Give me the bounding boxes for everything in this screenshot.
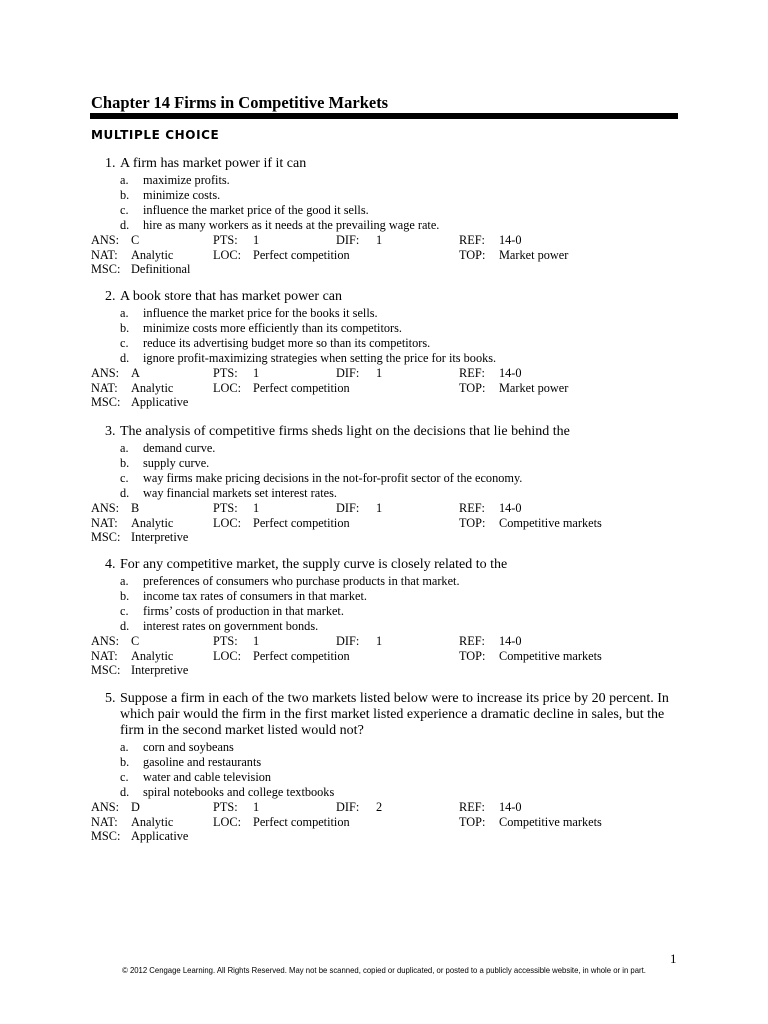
question-number: 5. bbox=[105, 691, 116, 706]
ref-label: REF: bbox=[459, 634, 485, 648]
option-letter: b. bbox=[120, 188, 130, 202]
question-number: 2. bbox=[105, 289, 116, 304]
metadata-row bbox=[91, 800, 678, 815]
top-label: TOP: bbox=[459, 247, 486, 262]
answer-option bbox=[91, 336, 678, 351]
question-item bbox=[91, 691, 678, 844]
pts-label: PTS: bbox=[213, 634, 238, 648]
section-heading: MULTIPLE CHOICE bbox=[91, 128, 220, 142]
question-number: 4. bbox=[105, 557, 116, 572]
option-letter: a. bbox=[120, 306, 129, 320]
question-text: A firm has market power if it can bbox=[120, 156, 307, 171]
msc-label: MSC: bbox=[91, 663, 121, 678]
msc-value: Interpretive bbox=[131, 530, 189, 545]
question-text: A book store that has market power can bbox=[120, 289, 342, 304]
answer-option bbox=[91, 441, 678, 456]
msc-label: MSC: bbox=[91, 395, 121, 410]
pts-label: PTS: bbox=[213, 800, 238, 814]
dif-label: DIF: bbox=[336, 501, 360, 515]
option-letter: d. bbox=[120, 351, 130, 365]
pts-label: PTS: bbox=[213, 366, 238, 380]
dif-value: 1 bbox=[376, 634, 383, 648]
question-stem bbox=[91, 289, 678, 305]
option-text: spiral notebooks and college textbooks bbox=[143, 785, 335, 799]
loc-value: Perfect competition bbox=[253, 648, 350, 663]
answer-option bbox=[91, 306, 678, 321]
option-letter: b. bbox=[120, 321, 130, 335]
loc-label: LOC: bbox=[213, 515, 242, 530]
dif-value: 1 bbox=[376, 233, 383, 247]
nat-label: NAT: bbox=[91, 515, 118, 530]
answer-option bbox=[91, 188, 678, 203]
option-text: income tax rates of consumers in that market. bbox=[143, 589, 368, 603]
msc-value: Definitional bbox=[131, 262, 191, 277]
top-value: Competitive markets bbox=[499, 515, 602, 530]
pts-value: 1 bbox=[253, 634, 260, 648]
option-text: interest rates on government bonds. bbox=[143, 619, 319, 633]
metadata-row bbox=[91, 815, 678, 830]
option-letter: b. bbox=[120, 755, 130, 769]
option-text: way financial markets set interest rates. bbox=[143, 486, 337, 500]
top-label: TOP: bbox=[459, 380, 486, 395]
metadata-row bbox=[91, 395, 678, 410]
top-value: Competitive markets bbox=[499, 814, 602, 829]
option-letter: a. bbox=[120, 173, 129, 187]
metadata-row bbox=[91, 516, 678, 531]
loc-value: Perfect competition bbox=[253, 515, 350, 530]
question-text: For any competitive market, the supply curve is closely related to the bbox=[120, 557, 508, 572]
option-text: water and cable television bbox=[143, 770, 272, 784]
msc-value: Interpretive bbox=[131, 663, 189, 678]
question-item bbox=[91, 557, 678, 678]
ref-label: REF: bbox=[459, 366, 485, 380]
metadata-row bbox=[91, 649, 678, 664]
pts-value: 1 bbox=[253, 501, 260, 515]
option-text: way firms make pricing decisions in the not-for-profit sector of the economy. bbox=[143, 471, 523, 485]
nat-value: Analytic bbox=[131, 814, 174, 829]
loc-value: Perfect competition bbox=[253, 380, 350, 395]
answer-option bbox=[91, 589, 678, 604]
answer-option bbox=[91, 218, 678, 233]
option-text: minimize costs more efficiently than its competitors. bbox=[143, 321, 402, 335]
option-letter: d. bbox=[120, 619, 130, 633]
dif-label: DIF: bbox=[336, 800, 360, 814]
answer-option bbox=[91, 574, 678, 589]
answer-option bbox=[91, 173, 678, 188]
loc-label: LOC: bbox=[213, 648, 242, 663]
dif-value: 1 bbox=[376, 366, 383, 380]
top-value: Market power bbox=[499, 380, 569, 395]
option-letter: c. bbox=[120, 203, 129, 217]
ref-value: 14-0 bbox=[499, 233, 522, 247]
option-text: corn and soybeans bbox=[143, 740, 234, 754]
question-text: Suppose a firm in each of the two markets listed below were to increase its price by 20 percent. In which pair would the firm in the first market listed experience a dramatic decline in sales, but the firm in the second market listed would not? bbox=[120, 691, 669, 738]
option-letter: d. bbox=[120, 486, 130, 500]
metadata-row bbox=[91, 530, 678, 545]
option-letter: d. bbox=[120, 785, 130, 799]
ans-value: C bbox=[131, 233, 140, 247]
answer-option bbox=[91, 755, 678, 770]
question-number: 3. bbox=[105, 424, 116, 439]
dif-value: 1 bbox=[376, 501, 383, 515]
metadata-row bbox=[91, 233, 678, 248]
ref-label: REF: bbox=[459, 800, 485, 814]
nat-value: Analytic bbox=[131, 380, 174, 395]
question-item bbox=[91, 424, 678, 545]
option-text: gasoline and restaurants bbox=[143, 755, 262, 769]
metadata-row bbox=[91, 248, 678, 263]
question-item bbox=[91, 289, 678, 410]
option-letter: a. bbox=[120, 441, 129, 455]
answer-option bbox=[91, 456, 678, 471]
answer-option bbox=[91, 770, 678, 785]
metadata-row bbox=[91, 366, 678, 381]
metadata-row bbox=[91, 262, 678, 277]
ans-value: B bbox=[131, 501, 140, 515]
ans-label: ANS: bbox=[91, 233, 120, 247]
answer-option bbox=[91, 486, 678, 501]
ref-value: 14-0 bbox=[499, 634, 522, 648]
dif-label: DIF: bbox=[336, 233, 360, 247]
top-label: TOP: bbox=[459, 515, 486, 530]
nat-label: NAT: bbox=[91, 380, 118, 395]
msc-label: MSC: bbox=[91, 530, 121, 545]
question-stem bbox=[91, 557, 678, 573]
msc-value: Applicative bbox=[131, 829, 189, 844]
answer-option bbox=[91, 321, 678, 336]
chapter-title: Chapter 14 Firms in Competitive Markets bbox=[91, 93, 389, 112]
nat-label: NAT: bbox=[91, 247, 118, 262]
option-letter: d. bbox=[120, 218, 130, 232]
loc-label: LOC: bbox=[213, 814, 242, 829]
option-text: supply curve. bbox=[143, 456, 210, 470]
ref-value: 14-0 bbox=[499, 366, 522, 380]
metadata-row bbox=[91, 663, 678, 678]
ans-value: D bbox=[131, 800, 140, 814]
nat-value: Analytic bbox=[131, 515, 174, 530]
pts-value: 1 bbox=[253, 233, 260, 247]
nat-label: NAT: bbox=[91, 814, 118, 829]
loc-value: Perfect competition bbox=[253, 814, 350, 829]
question-item bbox=[91, 156, 678, 277]
loc-label: LOC: bbox=[213, 247, 242, 262]
metadata-row bbox=[91, 381, 678, 396]
option-text: influence the market price of the good it sells. bbox=[143, 203, 369, 217]
top-label: TOP: bbox=[459, 648, 486, 663]
ans-label: ANS: bbox=[91, 800, 120, 814]
metadata-row bbox=[91, 829, 678, 844]
answer-option bbox=[91, 471, 678, 486]
question-stem bbox=[91, 424, 678, 440]
pts-label: PTS: bbox=[213, 501, 238, 515]
option-text: ignore profit-maximizing strategies when setting the price for its books. bbox=[143, 351, 497, 365]
metadata-row bbox=[91, 501, 678, 516]
pts-label: PTS: bbox=[213, 233, 238, 247]
answer-option bbox=[91, 604, 678, 619]
ans-label: ANS: bbox=[91, 634, 120, 648]
copyright-footer: © 2012 Cengage Learning. All Rights Reserved. May not be scanned, copied or duplicated, or posted to a publicly accessible website, in whole or in part. bbox=[122, 965, 646, 975]
option-letter: b. bbox=[120, 456, 130, 470]
option-text: maximize profits. bbox=[143, 173, 230, 187]
loc-value: Perfect competition bbox=[253, 247, 350, 262]
option-letter: c. bbox=[120, 604, 129, 618]
metadata-row bbox=[91, 634, 678, 649]
question-number: 1. bbox=[105, 156, 116, 171]
ref-label: REF: bbox=[459, 501, 485, 515]
ans-label: ANS: bbox=[91, 501, 120, 515]
ref-value: 14-0 bbox=[499, 501, 522, 515]
option-text: influence the market price for the books it sells. bbox=[143, 306, 378, 320]
top-value: Competitive markets bbox=[499, 648, 602, 663]
option-letter: a. bbox=[120, 740, 129, 754]
dif-label: DIF: bbox=[336, 366, 360, 380]
answer-option bbox=[91, 619, 678, 634]
ans-value: A bbox=[131, 366, 140, 380]
answer-option bbox=[91, 203, 678, 218]
option-letter: c. bbox=[120, 336, 129, 350]
option-text: reduce its advertising budget more so than its competitors. bbox=[143, 336, 431, 350]
answer-option bbox=[91, 785, 678, 800]
option-text: firms’ costs of production in that market. bbox=[143, 604, 344, 618]
answer-option bbox=[91, 351, 678, 366]
nat-value: Analytic bbox=[131, 648, 174, 663]
dif-value: 2 bbox=[376, 800, 383, 814]
dif-label: DIF: bbox=[336, 634, 360, 648]
option-letter: b. bbox=[120, 589, 130, 603]
answer-option bbox=[91, 740, 678, 755]
option-letter: c. bbox=[120, 471, 129, 485]
pts-value: 1 bbox=[253, 800, 260, 814]
msc-label: MSC: bbox=[91, 262, 121, 277]
ans-value: C bbox=[131, 634, 140, 648]
ref-label: REF: bbox=[459, 233, 485, 247]
msc-label: MSC: bbox=[91, 829, 121, 844]
question-stem bbox=[91, 156, 678, 172]
ans-label: ANS: bbox=[91, 366, 120, 380]
title-rule bbox=[90, 113, 678, 119]
option-text: demand curve. bbox=[143, 441, 216, 455]
question-text: The analysis of competitive firms sheds light on the decisions that lie behind the bbox=[120, 424, 570, 439]
top-label: TOP: bbox=[459, 814, 486, 829]
option-text: minimize costs. bbox=[143, 188, 221, 202]
page-number: 1 bbox=[670, 951, 677, 966]
ref-value: 14-0 bbox=[499, 800, 522, 814]
msc-value: Applicative bbox=[131, 395, 189, 410]
option-letter: a. bbox=[120, 574, 129, 588]
top-value: Market power bbox=[499, 247, 569, 262]
nat-label: NAT: bbox=[91, 648, 118, 663]
option-text: hire as many workers as it needs at the prevailing wage rate. bbox=[143, 218, 440, 232]
pts-value: 1 bbox=[253, 366, 260, 380]
option-letter: c. bbox=[120, 770, 129, 784]
nat-value: Analytic bbox=[131, 247, 174, 262]
question-stem bbox=[91, 691, 678, 739]
loc-label: LOC: bbox=[213, 380, 242, 395]
option-text: preferences of consumers who purchase products in that market. bbox=[143, 574, 460, 588]
